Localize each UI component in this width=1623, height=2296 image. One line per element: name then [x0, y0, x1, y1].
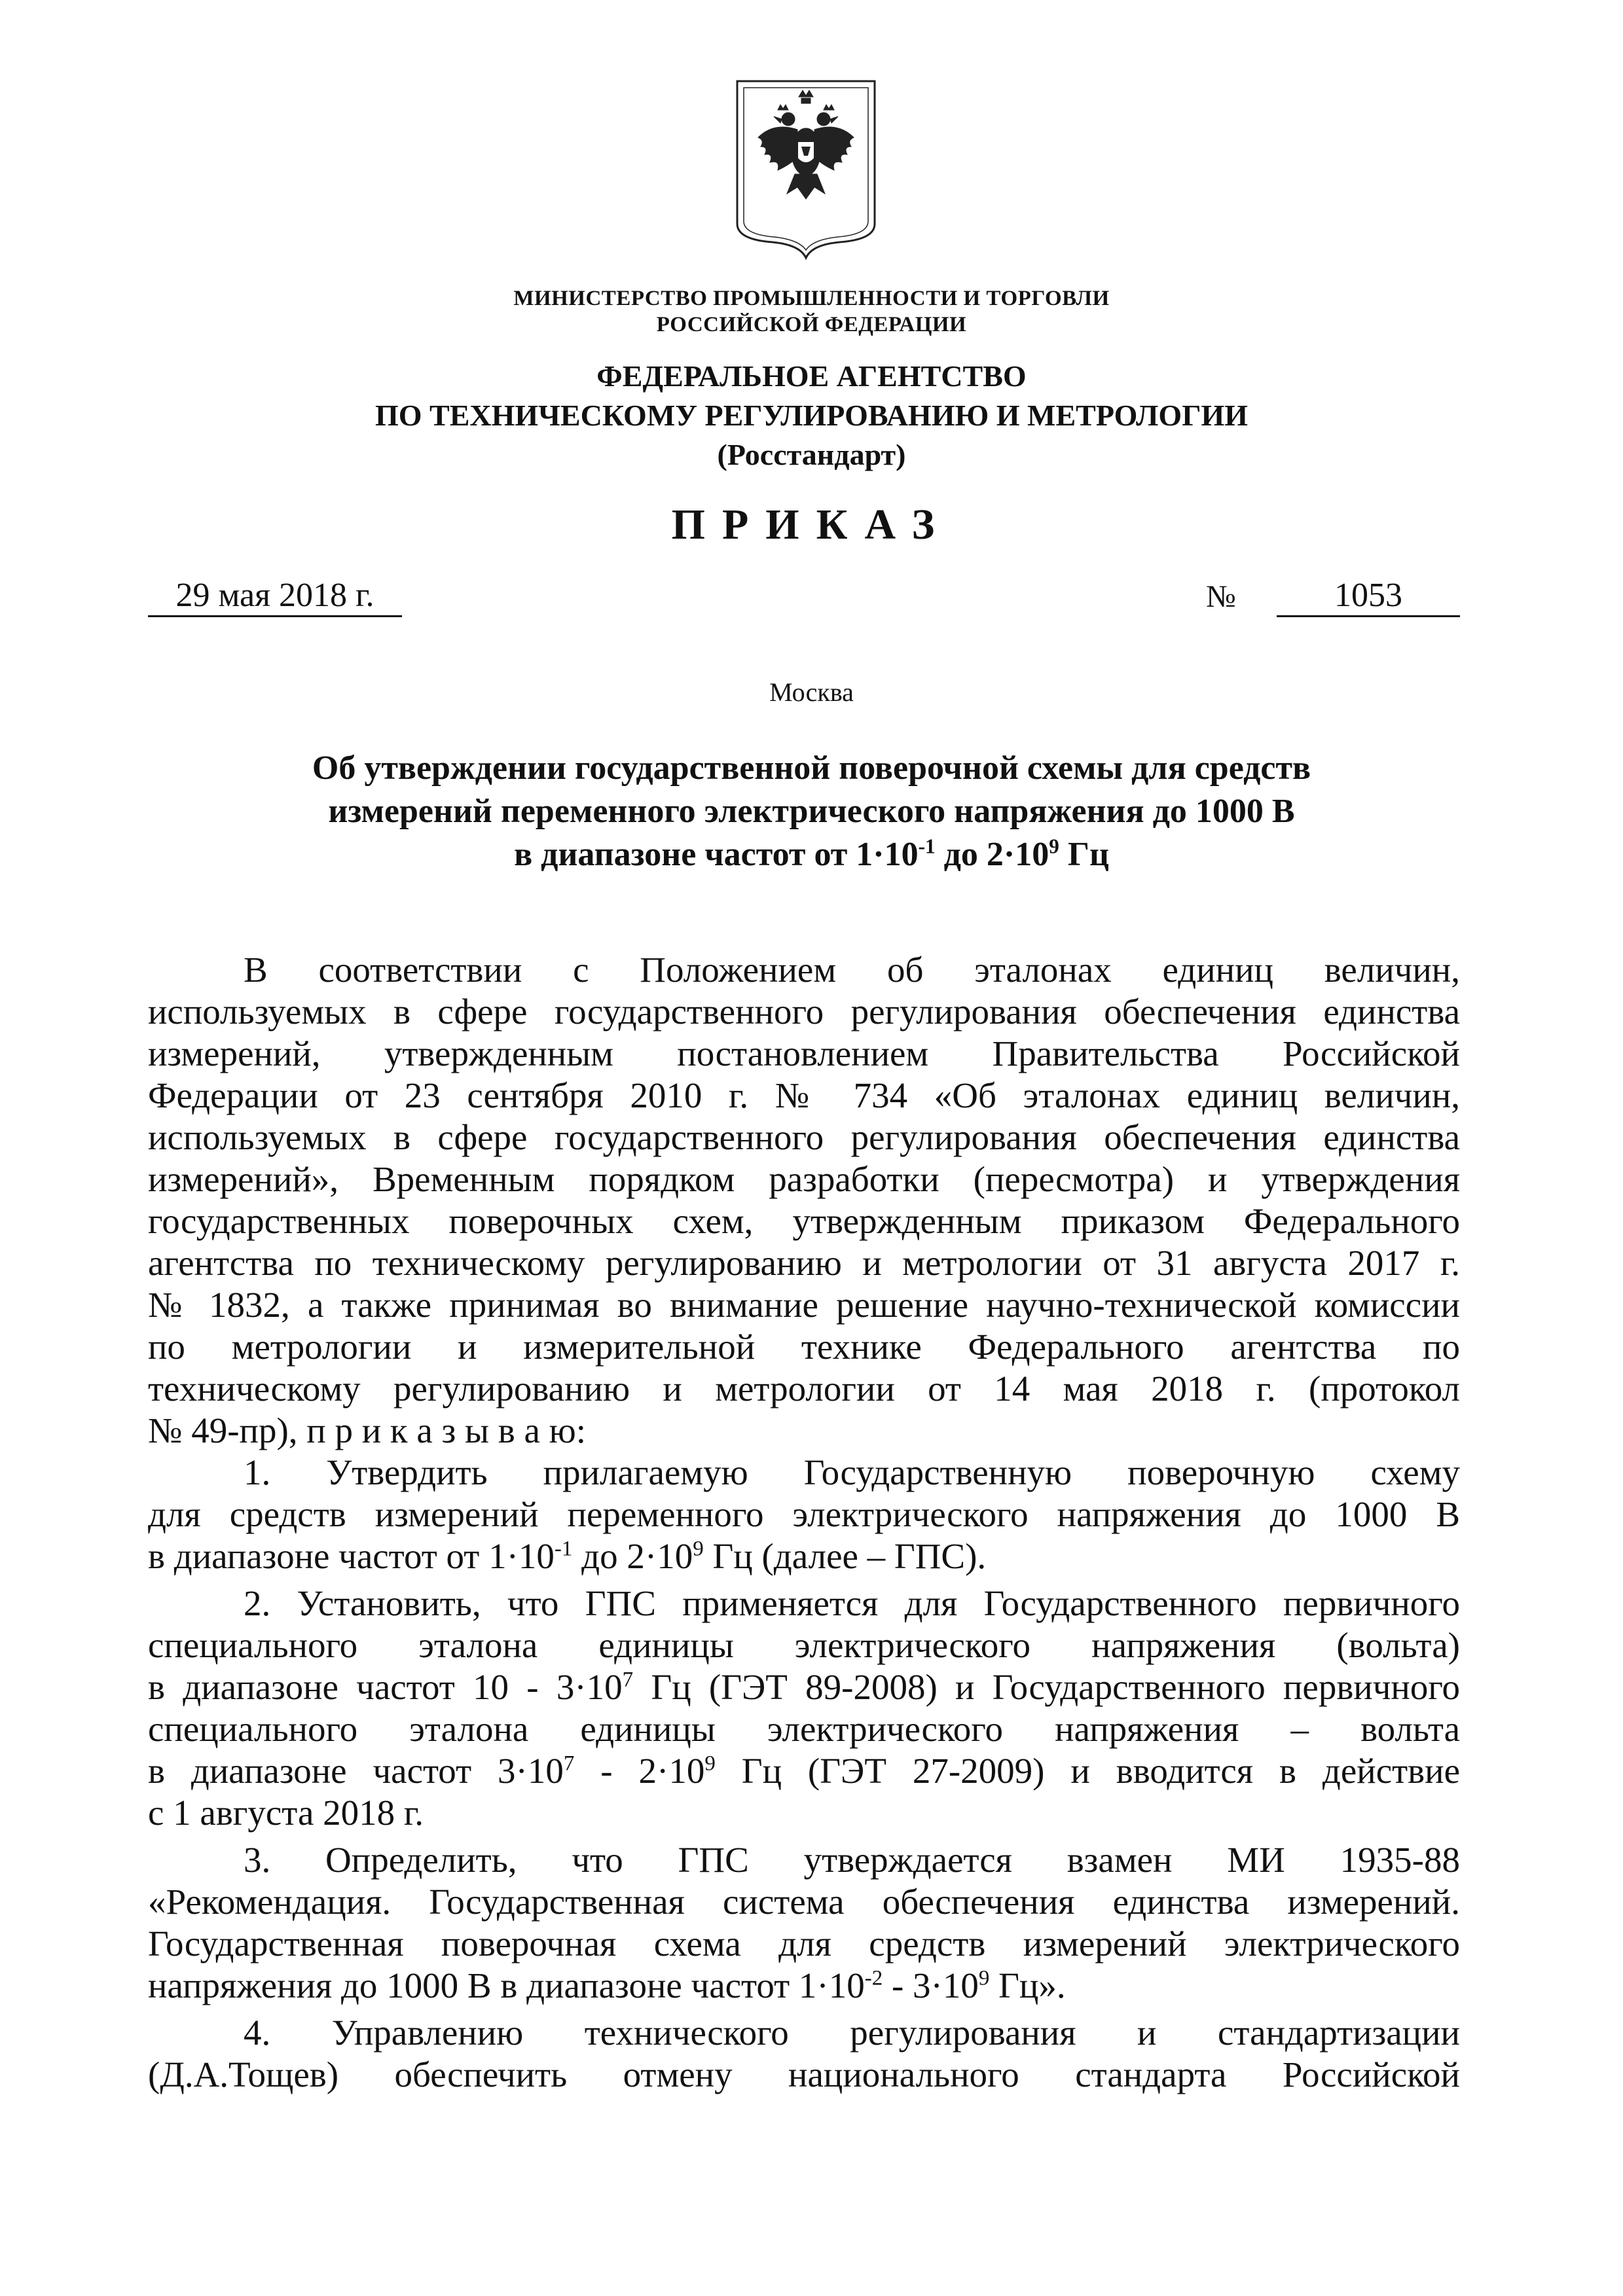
item-3-line: 3. Определить, что ГПС утверждается взамен МИ 1935-88	[244, 1840, 1460, 1880]
preamble-line: В соответствии с Положением об эталонах единиц величин,	[244, 950, 1460, 990]
preamble-line-order-word: № 49-пр), п р и к а з ы в а ю:	[148, 1410, 586, 1450]
order-title-line-3: в диапазоне частот от $1\cdot 10^{-1}$ до $2\cdot 10^9$ Гц	[514, 834, 1109, 873]
preamble-line: агентства по техническому регулированию и метрологии от 31 августа 2017 г.	[148, 1243, 1460, 1283]
preamble-line: по метрологии и измерительной технике Федерального агентства по	[148, 1327, 1460, 1367]
ministry-name-line-2: РОССИЙСКОЙ ФЕДЕРАЦИИ	[656, 313, 967, 336]
ministry-name-line-1: МИНИСТЕРСТВО ПРОМЫШЛЕННОСТИ И ТОРГОВЛИ	[513, 287, 1110, 310]
order-title-line-2: измерений переменного электрического напряжения до 1000 В	[328, 793, 1295, 830]
order-number-label: №	[1206, 579, 1236, 614]
preamble-line: используемых в сфере государственного регулирования обеспечения единства	[148, 992, 1460, 1031]
item-1-line: 1. Утвердить прилагаемую Государственную поверочную схему	[244, 1452, 1460, 1492]
item-2-line: 2. Установить, что ГПС применяется для Государственного первичного	[244, 1583, 1460, 1623]
item-3-line: Государственная поверочная схема для средств измерений электрического	[148, 1924, 1460, 1964]
preamble-line: техническому регулированию и метрологии от 14 мая 2018 г. (протокол	[148, 1369, 1460, 1408]
preamble-line: № 1832, а также принимая во внимание решение научно-технической комиссии	[148, 1285, 1460, 1325]
item-2-line: в диапазоне частот $10 - 3\cdot 10^7$ Гц (ГЭТ 89-2008) и Государственного первичного	[148, 1667, 1461, 1707]
preamble-line: измерений, утвержденным постановлением Правительства Российской	[148, 1033, 1460, 1073]
item-3-line: напряжения до 1000 В в диапазоне частот $1\cdot 10^{-2} - 3\cdot 10^9$ Гц».	[148, 1965, 1066, 2005]
preamble-line: государственных поверочных схем, утвержденным приказом Федерального	[148, 1201, 1460, 1241]
order-title-line-1: Об утверждении государственной поверочной схемы для средств	[312, 749, 1311, 787]
document-type-heading: ПРИКАЗ	[671, 501, 952, 548]
item-2-line: в диапазоне частот $3\cdot 10^7 - 2\cdot 10^9$ Гц (ГЭТ 27-2009) и вводится в действие	[148, 1751, 1460, 1791]
city-name: Москва	[769, 677, 854, 707]
item-1-line: для средств измерений переменного электрического напряжения до 1000 В	[148, 1494, 1460, 1534]
item-2-line: специального эталона единицы электрического напряжения – вольта	[148, 1709, 1460, 1749]
agency-name-line-2: ПО ТЕХНИЧЕСКОМУ РЕГУЛИРОВАНИЮ И МЕТРОЛОГИИ	[374, 399, 1249, 432]
preamble-line: используемых в сфере государственного регулирования обеспечения единства	[148, 1117, 1460, 1157]
item-1-line: в диапазоне частот от $1\cdot 10^{-1}$ до $2\cdot 10^9$ Гц (далее – ГПС).	[148, 1536, 987, 1576]
order-number: 1053	[1277, 576, 1460, 617]
item-2-line: специального эталона единицы электрического напряжения (вольта)	[148, 1625, 1460, 1665]
agency-name-line-1: ФЕДЕРАЛЬНОЕ АГЕНТСТВО	[596, 359, 1027, 393]
coat-of-arms-emblem	[735, 79, 877, 260]
item-4-line: (Д.А.Тощев) обеспечить отмену национального стандарта Российской	[148, 2054, 1460, 2094]
preamble-line: Федерации от 23 сентября 2010 г. № 734 «Об эталонах единиц величин,	[148, 1075, 1460, 1115]
agency-short-name: (Росстандарт)	[717, 438, 906, 471]
preamble-line: измерений», Временным порядком разработки (пересмотра) и утверждения	[148, 1159, 1460, 1199]
order-date: 29 мая 2018 г.	[148, 576, 402, 617]
item-3-line: «Рекомендация. Государственная система обеспечения единства измерений.	[148, 1882, 1460, 1922]
item-2-line: с 1 августа 2018 г.	[148, 1793, 424, 1833]
item-4-line: 4. Управлению технического регулирования и стандартизации	[244, 2013, 1460, 2053]
